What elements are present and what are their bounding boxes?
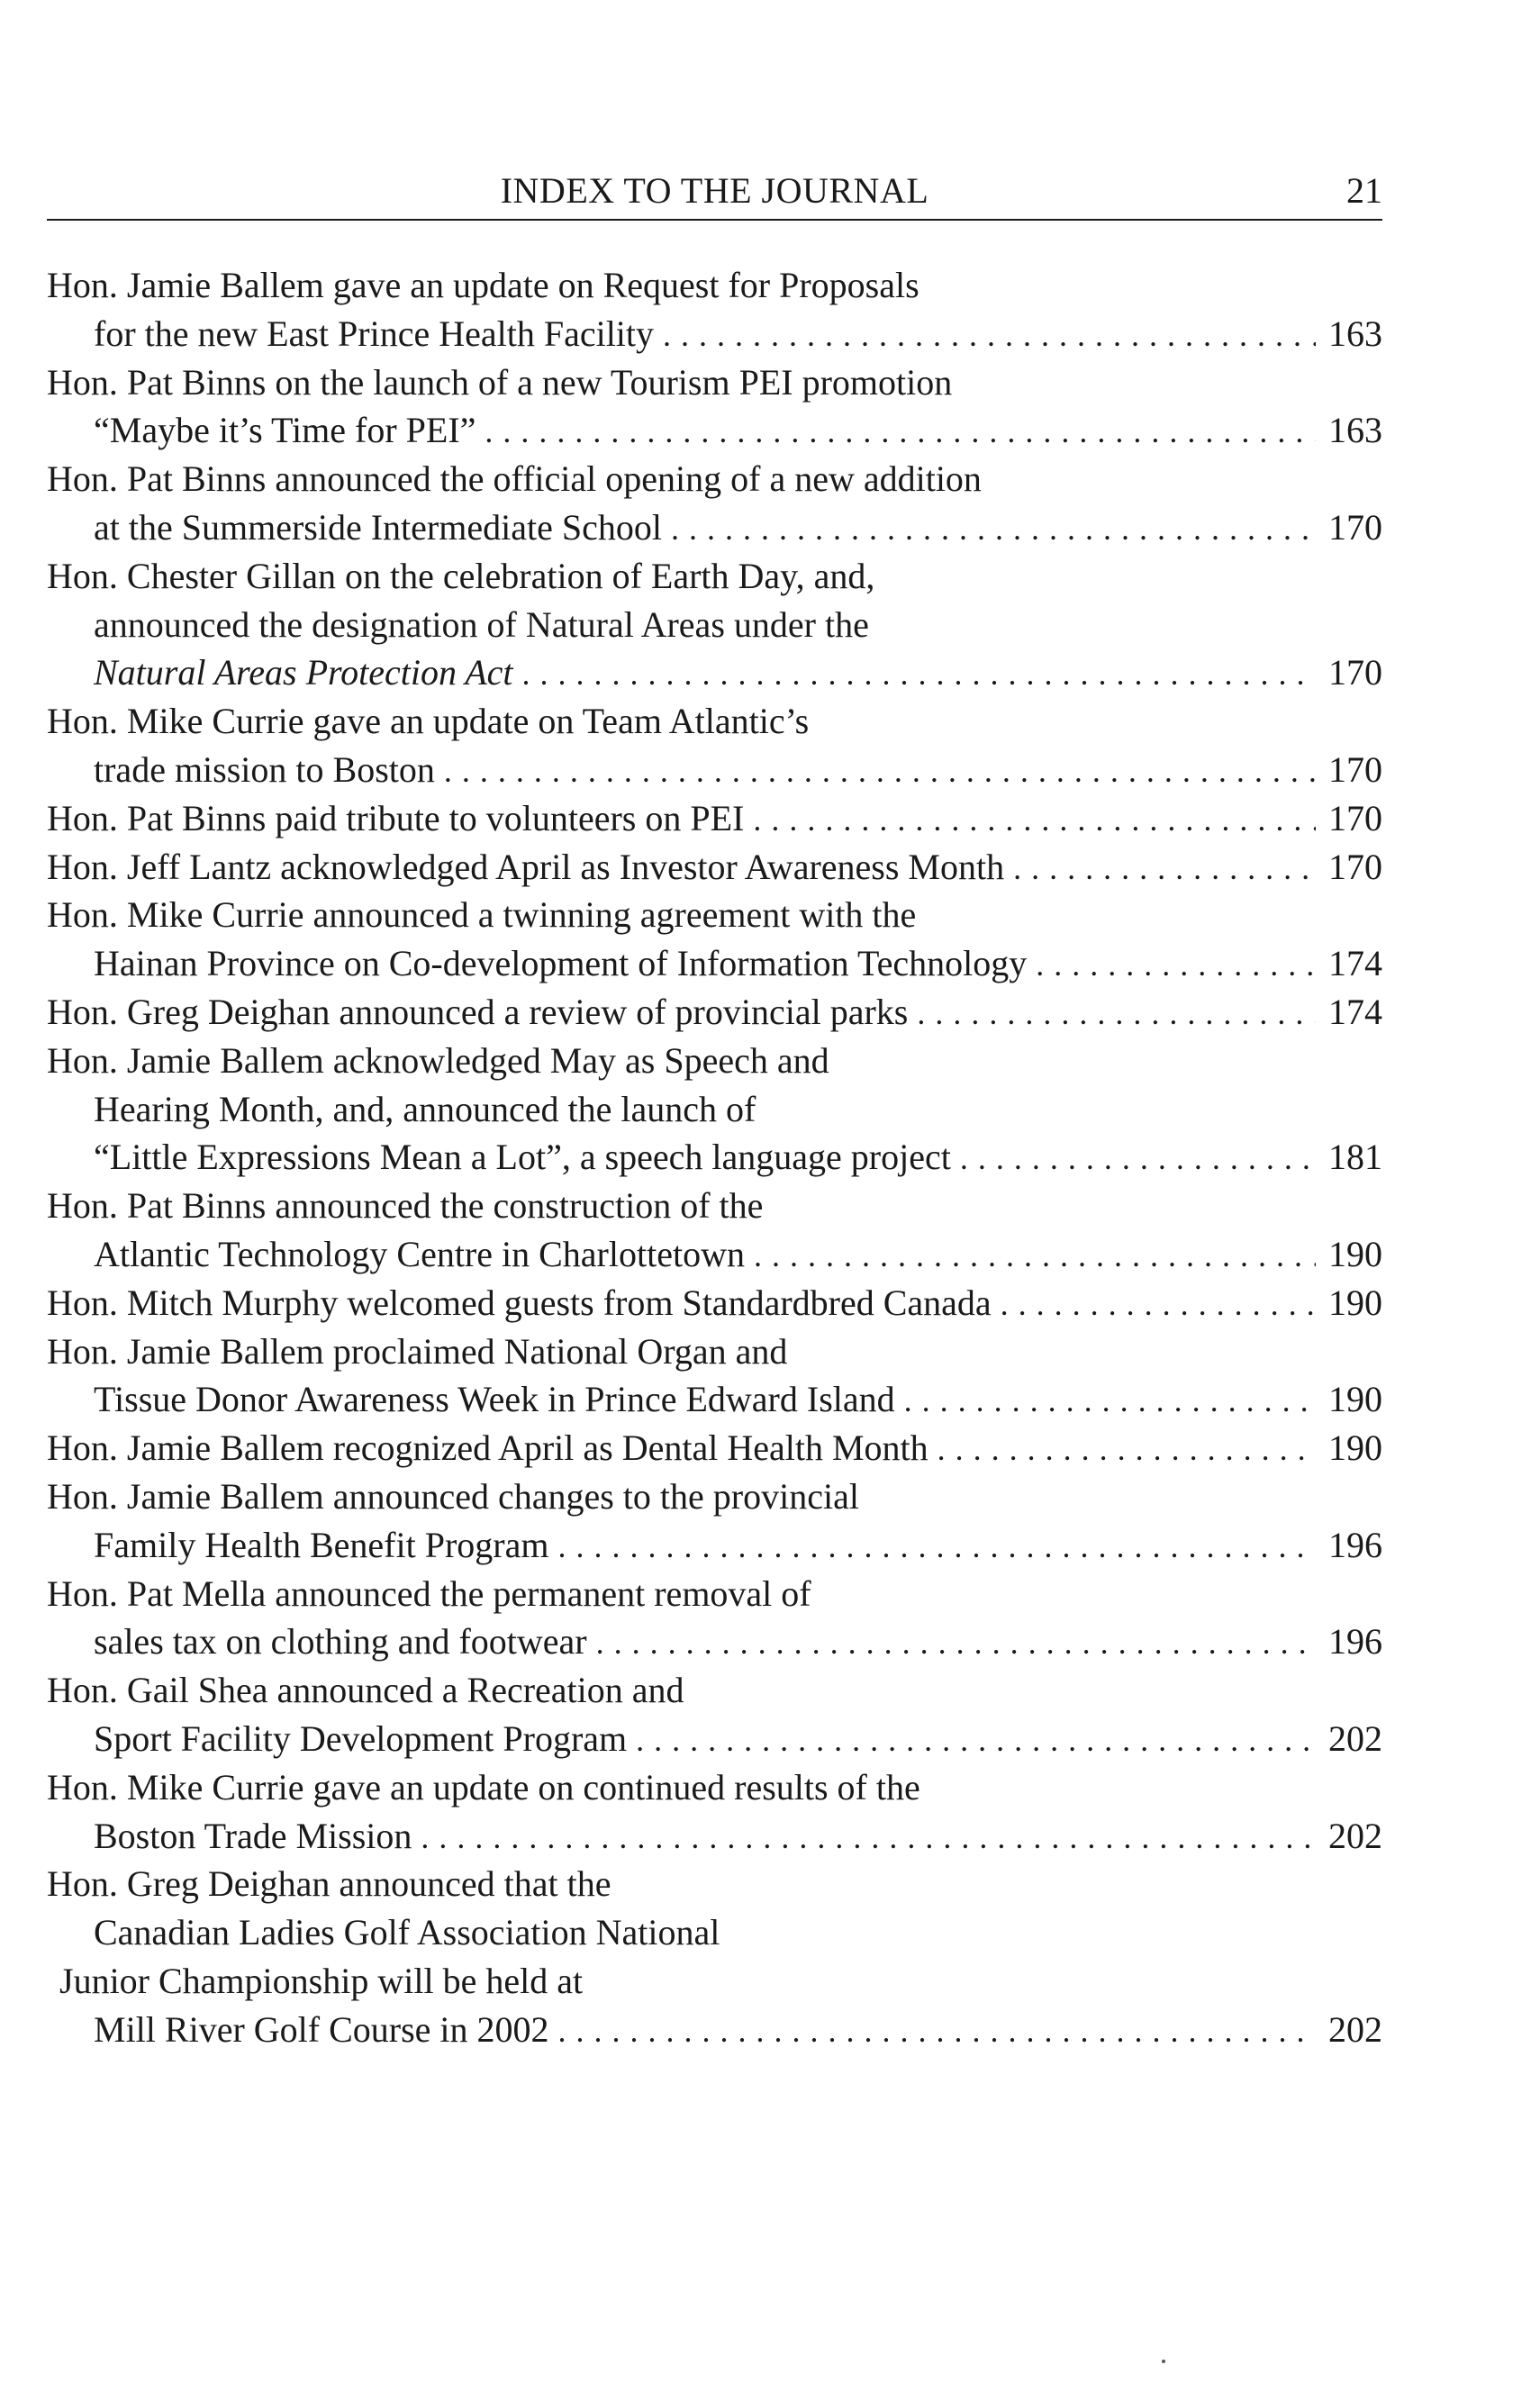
entry-text: Hearing Month, and, announced the launch of [94,1088,756,1129]
entry-continuation-line [47,1617,1382,1666]
entry-text: “Little Expressions Mean a Lot”, a speech language project [94,1137,951,1178]
entry-continuation-line [47,406,1382,455]
entry-text: Mill River Golf Course in 2002 [94,2008,549,2050]
entry-page-number: 170 [1328,797,1382,838]
entry-heading-line [47,552,1382,601]
entry-heading-line [47,1763,1382,1812]
entry-heading-line [47,794,1382,843]
index-entry [47,697,1382,794]
entry-text: Hon. Jamie Ballem acknowledged May as Speech and [47,1039,829,1081]
dot-leader [960,1135,1316,1183]
entry-heading-line [47,1279,1382,1327]
index-entry [47,552,1382,697]
entry-text: Hon. Jamie Ballem gave an update on Request for Proposals [47,265,919,305]
index-entry [47,358,1382,456]
entry-page-number: 170 [1328,506,1382,548]
entry-heading-line [47,843,1382,892]
entry-text: Hon. Jeff Lantz acknowledged April as Investor Awareness Month [47,846,1005,887]
entry-continuation-line [47,1812,1382,1861]
dot-leader [421,1814,1316,1862]
entry-text: Hon. Pat Binns announced the official opening of a new addition [47,458,982,500]
dot-leader [938,1426,1316,1474]
index-entry [47,1472,1382,1570]
index-entry [47,1570,1382,1667]
entry-text: Junior Championship will be held at [59,1960,584,2001]
entry-text: “Maybe it’s Time for PEI” [94,410,476,451]
running-header [47,169,1382,220]
entry-text: Hon. Mitch Murphy welcomed guests from Standardbred Canada [47,1282,992,1323]
index-entry [47,794,1382,843]
dot-leader [522,650,1316,699]
entry-text: for the new East Prince Health Facility [94,313,655,354]
entry-text: Tissue Donor Awareness Week in Prince Edward Island [94,1379,895,1420]
entry-page-number: 163 [1328,313,1382,354]
entry-heading-line [47,1327,1382,1376]
dot-leader [558,2007,1316,2056]
entry-text: Hon. Pat Binns on the launch of a new Tourism PEI promotion [47,361,953,403]
entry-page-number: 190 [1328,1427,1382,1469]
index-entry [47,1327,1382,1425]
dot-leader [753,796,1316,845]
entry-continuation-line [47,746,1382,794]
dot-leader [1001,1281,1316,1329]
entry-heading-line [47,1182,1382,1230]
entry-text: Natural Areas Protection Act [94,652,513,693]
entry-page-number: 202 [1328,1717,1382,1759]
entry-text: Hon. Chester Gillan on the celebration of Earth Day, and, [47,555,875,596]
entry-continuation-line [47,1908,1382,1957]
index-entry [47,455,1382,552]
entry-heading-line [47,891,1382,939]
entry-page-number: 202 [1328,1815,1382,1856]
index-entry [47,1279,1382,1327]
index-entry [47,1763,1382,1861]
entry-page-number: 174 [1328,943,1382,984]
entry-continuation-line [47,1085,1382,1134]
entry-text: Sport Facility Development Program [94,1717,628,1759]
entry-continuation-line [47,1715,1382,1763]
entry-text: trade mission to Boston [94,748,435,790]
entry-heading-line [47,1860,1382,1908]
index-entry [47,1860,1382,2053]
dot-leader [596,1619,1316,1668]
dot-leader [917,990,1316,1038]
index-entry [47,843,1382,892]
entry-page-number: 196 [1328,1621,1382,1663]
entry-text: Atlantic Technology Centre in Charlottetown [94,1233,745,1274]
entry-heading-line [47,1472,1382,1521]
entry-text: sales tax on clothing and footwear [94,1621,587,1663]
entry-text: Boston Trade Mission [94,1815,412,1856]
entry-page-number: 174 [1328,991,1382,1032]
index-entries [47,261,1382,2053]
dot-leader [636,1717,1316,1765]
entry-continuation-line [47,503,1382,552]
entry-text: at the Summerside Intermediate School [94,506,662,548]
entry-text: Hon. Jamie Ballem proclaimed National Organ and [47,1330,788,1372]
entry-page-number: 190 [1328,1379,1382,1420]
entry-heading-line [47,358,1382,407]
dot-leader [671,505,1316,554]
index-entry [47,1037,1382,1182]
dot-leader [754,1232,1316,1281]
header-rule [47,219,1382,221]
index-entry [47,891,1382,988]
entry-heading-line [47,1666,1382,1715]
dot-leader [444,748,1316,796]
entry-heading-line [47,261,1382,310]
entry-page-number: 196 [1328,1524,1382,1565]
entry-page-number: 163 [1328,410,1382,451]
header-title: INDEX TO THE JOURNAL [500,170,929,211]
entry-text: Canadian Ladies Golf Association National [94,1912,720,1953]
entry-continuation-line [47,1375,1382,1424]
index-entry [47,1182,1382,1279]
entry-page-number: 170 [1328,748,1382,790]
entry-heading-line [47,1424,1382,1472]
entry-page-number: 170 [1328,652,1382,693]
entry-heading-line [47,1570,1382,1618]
entry-text: Hainan Province on Co-development of Information Technology [94,943,1028,984]
dot-leader [1013,845,1316,893]
index-entry [47,1424,1382,1472]
dot-leader [485,408,1316,457]
entry-text: Hon. Pat Binns announced the construction of the [47,1185,764,1227]
entry-text: Hon. Mike Currie gave an update on continued results of the [47,1766,920,1808]
scan-speck [1162,2360,1165,2363]
dot-leader [557,1523,1316,1572]
entry-text: Hon. Greg Deighan announced that the [47,1863,611,1905]
entry-heading-line [47,455,1382,503]
entry-continuation-line [47,310,1382,358]
dot-leader [663,312,1316,360]
entry-continuation-line [47,1957,1382,2006]
entry-text: announced the designation of Natural Areas under the [94,603,869,645]
entry-text: Family Health Benefit Program [94,1524,549,1565]
entry-continuation-line [47,648,1382,697]
entry-text: Hon. Mike Currie gave an update on Team Atlantic’s [47,701,810,742]
entry-heading-line [47,988,1382,1037]
entry-heading-line [47,697,1382,746]
entry-text: Hon. Mike Currie announced a twinning agreement with the [47,894,917,936]
entry-page-number: 170 [1328,846,1382,887]
entry-page-number: 202 [1328,2008,1382,2050]
entry-page-number: 190 [1328,1233,1382,1274]
entry-continuation-line [47,1133,1382,1182]
entry-continuation-line [47,939,1382,988]
entry-continuation-line [47,1230,1382,1279]
index-entry [47,1666,1382,1763]
entry-page-number: 181 [1328,1137,1382,1178]
entry-page-number: 190 [1328,1282,1382,1323]
entry-text: Hon. Jamie Ballem announced changes to the provincial [47,1475,859,1517]
index-entry [47,261,1382,358]
entry-continuation-line [47,1521,1382,1570]
entry-text: Hon. Gail Shea announced a Recreation and [47,1670,684,1711]
entry-continuation-line [47,2006,1382,2054]
entry-text: Hon. Jamie Ballem recognized April as Dental Health Month [47,1427,929,1469]
index-entry [47,988,1382,1037]
entry-heading-line [47,1037,1382,1085]
header-page-number: 21 [1346,170,1382,211]
entry-continuation-line [47,601,1382,649]
entry-text: Hon. Pat Binns paid tribute to volunteers on PEI [47,797,745,838]
dot-leader [1036,941,1316,990]
dot-leader [904,1377,1316,1426]
entry-text: Hon. Pat Mella announced the permanent removal of [47,1572,811,1614]
entry-text: Hon. Greg Deighan announced a review of provincial parks [47,991,909,1032]
